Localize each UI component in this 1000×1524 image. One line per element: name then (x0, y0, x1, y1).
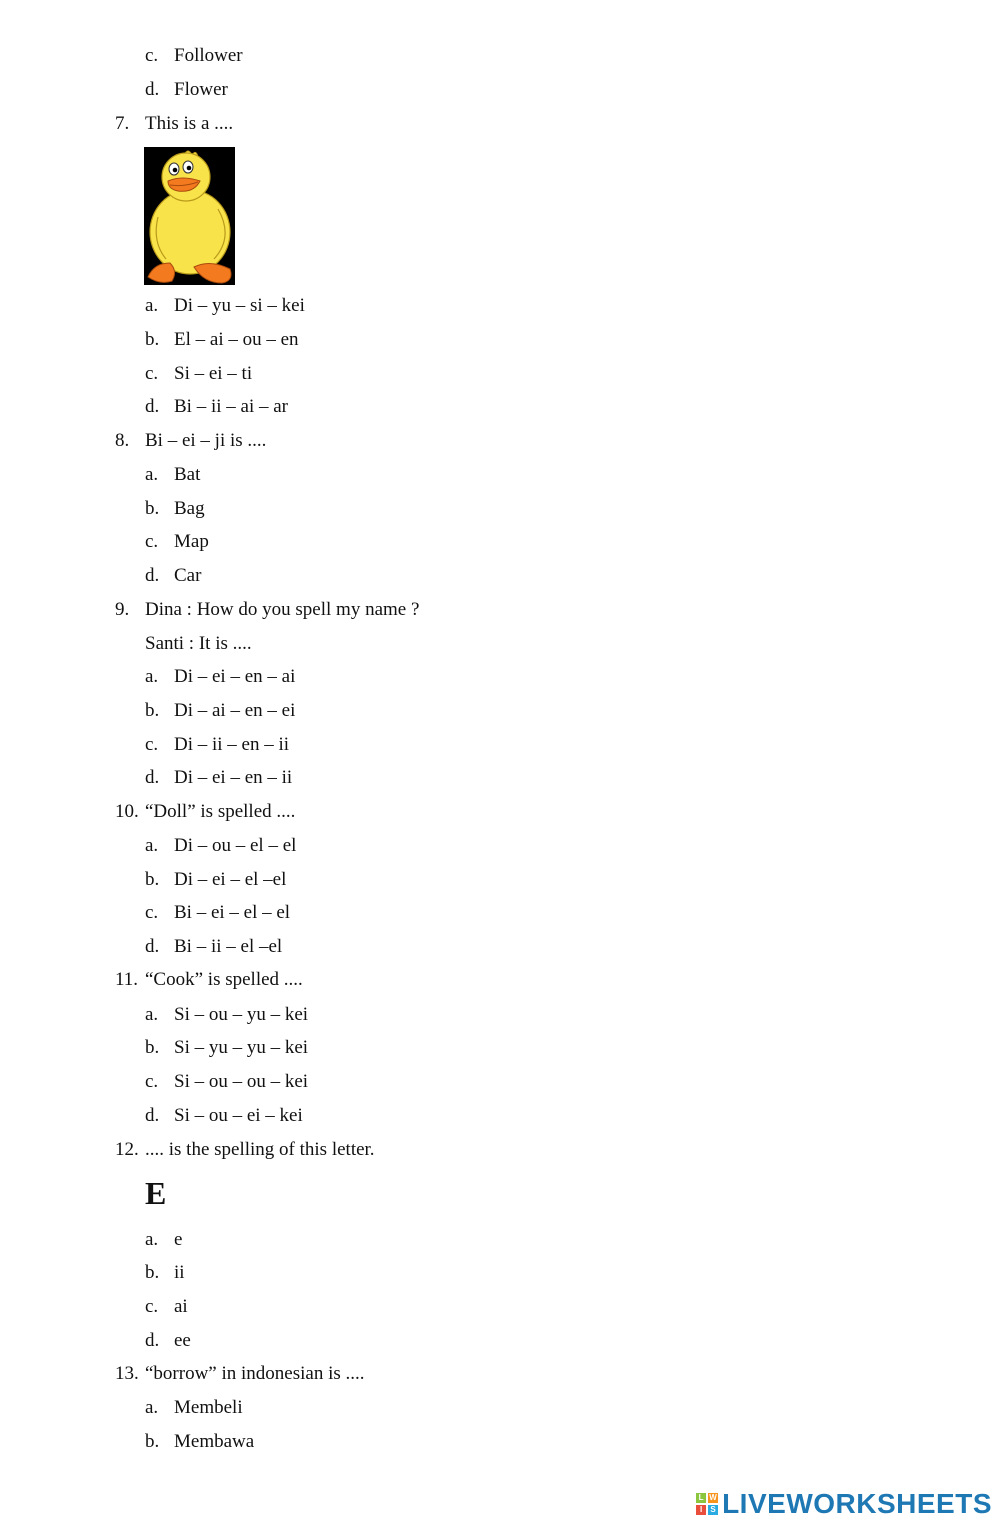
option-text: Bi – ii – ai – ar (174, 396, 288, 417)
question-text: “Cook” is spelled .... (145, 969, 303, 990)
question-text: This is a .... (145, 113, 234, 134)
option-text: ai (174, 1296, 188, 1317)
question-number: 10. (115, 801, 139, 822)
option-letter: b. (145, 869, 160, 890)
logo-tile: I (696, 1505, 706, 1515)
option-text: Si – yu – yu – kei (174, 1037, 309, 1058)
option-letter: b. (145, 1262, 160, 1283)
option-text: Di – ou – el – el (174, 835, 297, 856)
logo-mark-icon (696, 1493, 718, 1515)
option-text: Bi – ii – el –el (174, 936, 283, 957)
question-text-continued: Santi : It is .... (145, 633, 252, 654)
logo-tile: S (708, 1505, 718, 1515)
option-text: Bat (174, 464, 201, 485)
option-text: El – ai – ou – en (174, 329, 299, 350)
duck-cartoon-icon (144, 147, 235, 285)
option-text: Car (174, 565, 202, 586)
option-letter: b. (145, 498, 160, 519)
logo-text: LIVEWORKSHEETS (722, 1488, 992, 1519)
option-text: ii (174, 1262, 185, 1283)
logo-tile: W (709, 1493, 717, 1502)
option-text: Membeli (174, 1397, 243, 1418)
option-text: Di – ei – en – ai (174, 666, 296, 687)
option-text: Di – ei – en – ii (174, 767, 293, 788)
question-number: 13. (115, 1363, 139, 1384)
option-text: ee (174, 1330, 191, 1351)
option-letter: a. (145, 1229, 159, 1250)
option-letter: c. (145, 363, 159, 384)
option-letter: a. (145, 835, 159, 856)
logo-tile: L (696, 1493, 706, 1503)
question-text: “Doll” is spelled .... (145, 801, 296, 822)
option-letter: d. (145, 396, 160, 417)
question-number: 11. (115, 969, 139, 990)
question-text: Dina : How do you spell my name ? (145, 599, 420, 620)
option-text: Bag (174, 498, 205, 519)
question-number: 9. (115, 599, 130, 620)
option-text: Map (174, 531, 209, 552)
option-letter: c. (145, 1071, 159, 1092)
question-number: 8. (115, 430, 130, 451)
option-text: Di – yu – si – kei (174, 295, 305, 316)
liveworksheets-logo[interactable] (696, 1487, 992, 1521)
option-letter: d. (145, 1105, 160, 1126)
option-text: Di – ei – el –el (174, 869, 287, 890)
option-text: e (174, 1229, 183, 1250)
question-text: .... is the spelling of this letter. (145, 1139, 375, 1160)
option-letter: c. (145, 531, 159, 552)
option-letter: d. (145, 936, 160, 957)
option-letter: a. (145, 666, 159, 687)
option-letter: a. (145, 1397, 159, 1418)
option-letter: a. (145, 295, 159, 316)
option-letter: d. (145, 565, 160, 586)
option-letter: a. (145, 464, 159, 485)
option-text: Follower (174, 45, 243, 66)
option-letter: c. (145, 734, 159, 755)
option-letter: b. (145, 700, 160, 721)
question-text: Bi – ei – ji is .... (145, 430, 267, 451)
option-text: Si – ou – yu – kei (174, 1004, 309, 1025)
option-text: Flower (174, 79, 228, 100)
big-letter-display: E (145, 1175, 167, 1211)
option-text: Si – ou – ou – kei (174, 1071, 309, 1092)
option-text: Si – ou – ei – kei (174, 1105, 303, 1126)
option-letter: d. (145, 767, 160, 788)
option-letter: b. (145, 1037, 160, 1058)
option-text: Di – ai – en – ei (174, 700, 296, 721)
option-letter: c. (145, 902, 159, 923)
option-text: Membawa (174, 1431, 255, 1452)
question-number: 7. (115, 113, 130, 134)
option-text: Di – ii – en – ii (174, 734, 290, 755)
question-number: 12. (115, 1139, 139, 1160)
option-letter: b. (145, 1431, 160, 1452)
option-letter: c. (145, 45, 159, 66)
option-text: Bi – ei – el – el (174, 902, 291, 923)
option-letter: b. (145, 329, 160, 350)
option-letter: d. (145, 79, 160, 100)
option-text: Si – ei – ti (174, 363, 253, 384)
option-letter: a. (145, 1004, 159, 1025)
option-letter: c. (145, 1296, 159, 1317)
option-letter: d. (145, 1330, 160, 1351)
question-text: “borrow” in indonesian is .... (145, 1363, 365, 1384)
duck-image (144, 147, 235, 285)
